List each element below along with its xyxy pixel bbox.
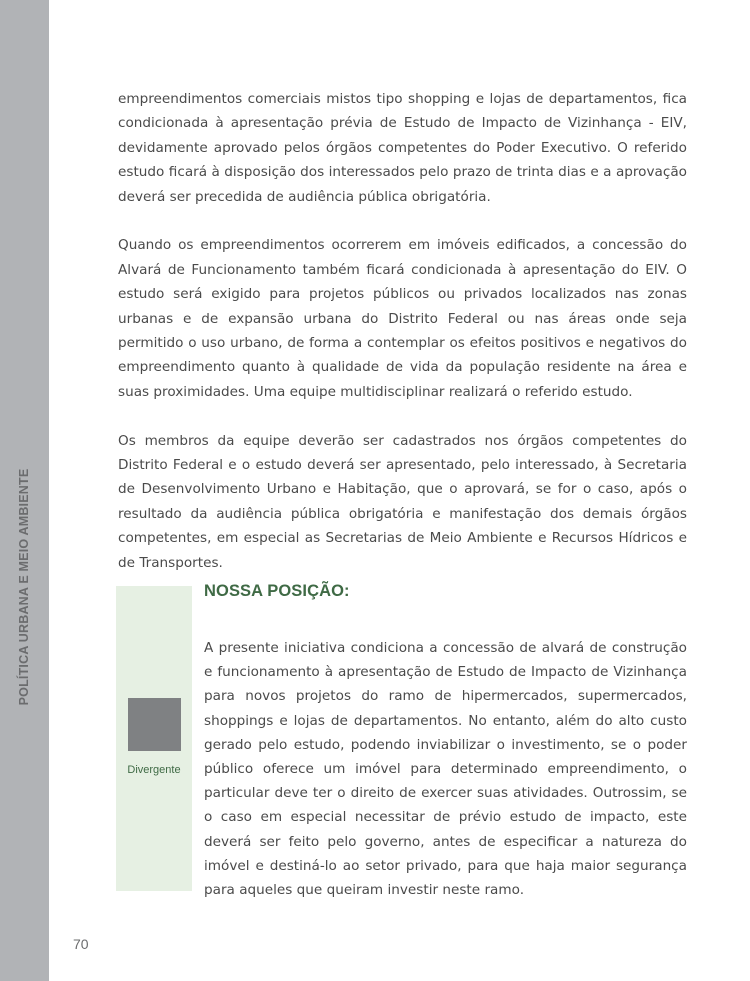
side-bar — [0, 0, 49, 981]
paragraph: empreendimentos comerciais mistos tipo shopping e lojas de departamentos, fica condicionada à apresentação prévia de Estudo de Impacto de Vizinhança - EIV, devidamente aprovado pelos órgãos competentes do Poder Executivo. O referido estudo ficará à disposição dos interessados pelo prazo de trinta dias e a aprovação deverá ser precedida de audiência pública obrigatória. — [118, 91, 687, 205]
position-text: A presente iniciativa condiciona a concessão de alvará de construção e funcionamento à apresentação de Estudo de Impacto de Vizinhança para novos projetos do ramo de hipermercados, supermercados, shoppings e lojas de departamentos. No entanto, além do alto custo gerado pelo estudo, podendo inviabilizar o investimento, se o poder público oferece um imóvel para determinado empreendimento, o particular deve ter o direito de exercer suas atividades. Outrossim, se o caso em especial necessitar de prévio estudo de impacto, este deverá ser feito pelo governo, antes de especificar a natureza do imóvel e destiná-lo ao setor privado, para que haja maior segurança para aqueles que queiram investir neste ramo. — [204, 640, 687, 899]
position-indicator-label: Divergente — [127, 764, 181, 776]
section-title: POLÍTICA URBANA E MEIO AMBIENTE — [17, 468, 31, 706]
paragraph: Os membros da equipe deverão ser cadastrados nos órgãos competentes do Distrito Federal e o estudo deverá ser apresentado, pelo interessado, à Secretaria de Desenvolvimento Urbano e Habitação, que o aprovará, se for o caso, após o resultado da audiência pública obrigatória e manifestação dos demais órgãos competentes, em especial as Secretarias de Meio Ambiente e Recursos Hídricos e de Transportes. — [118, 432, 687, 571]
paragraph: Quando os empreendimentos ocorrerem em imóveis edificados, a concessão do Alvará de Funcionamento também ficará condicionada à apresentação do EIV. O estudo será exigido para projetos públicos ou privados localizados nas zonas urbanas e de expansão urbana do Distrito Federal ou nas áreas onde seja permitido o uso urbano, de forma a contemplar os efeitos positivos e negativos do empreendimento quanto à qualidade de vida da população residente na área e suas proximidades. Uma equipe multidisciplinar realizará o referido estudo. — [118, 237, 687, 400]
position-indicator-swatch — [128, 698, 181, 751]
page-number: 70 — [73, 936, 89, 952]
body-text — [118, 87, 687, 599]
position-heading: NOSSA POSIÇÃO: — [204, 582, 350, 600]
